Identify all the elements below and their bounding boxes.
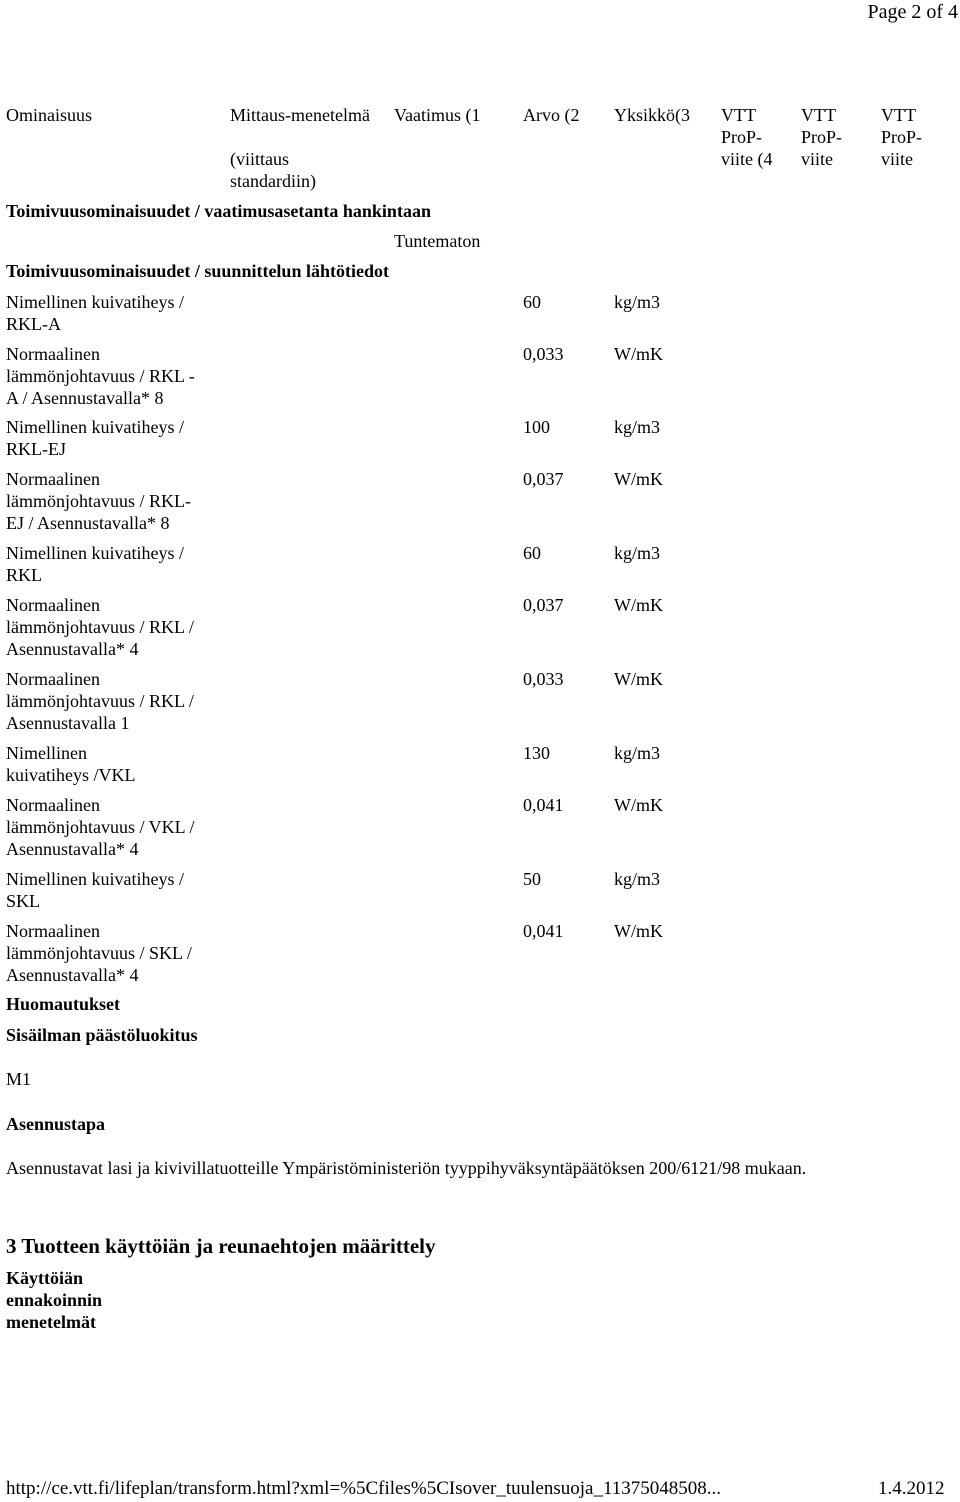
row-value: 0,033 [523,344,564,364]
header-vaatimus: Vaatimus (1 [394,105,481,125]
row-unit: W/mK [614,921,663,941]
vaatimus-tuntematon: Tuntematon [394,231,481,251]
row-value: 60 [523,543,541,563]
row-label: Nimellinen kuivatiheys / RKL [6,543,184,585]
section-3-subtitle: Käyttöiän ennakoinnin menetelmät [6,1268,103,1332]
row-unit: kg/m3 [614,543,661,563]
row-value: 50 [523,869,541,889]
sisailma-heading: Sisäilman päästöluokitus [6,1025,198,1045]
row-value: 0,041 [523,921,564,941]
header-mittaus-menetelma: Mittaus-menetelmä (viittaus standardiin) [230,105,370,191]
row-value: 0,033 [523,669,564,689]
page-counter: Page 2 of 4 [867,1,958,23]
row-label: Normaalinen lämmönjohtavuus / SKL / Asennustavalla* 4 [6,921,192,985]
header-vtt-prop-viite-2: VTT ProP- viite [801,105,843,169]
sisailma-value: M1 [6,1069,32,1089]
header-vtt-prop-viite-1: VTT ProP- viite (4 [721,105,773,169]
header-ominaisuus: Ominaisuus [6,105,93,125]
row-unit: W/mK [614,595,663,615]
section-3-title: 3 Tuotteen käyttöiän ja reunaehtojen määrittely [6,1234,436,1258]
section-hankintaan: Toimivuusominaisuudet / vaatimusasetanta hankintaan [6,201,431,221]
footer-url: http://ce.vtt.fi/lifeplan/transform.html?xml=%5Cfiles%5CIsover_tuulensuoja_11375048508... [6,1478,722,1499]
row-label: Normaalinen lämmönjohtavuus / RKL- EJ / Asennustavalla* 8 [6,469,191,533]
row-unit: kg/m3 [614,743,661,763]
row-unit: kg/m3 [614,869,661,889]
header-arvo: Arvo (2 [523,105,580,125]
row-unit: W/mK [614,669,663,689]
row-value: 0,037 [523,595,564,615]
footer-date: 1.4.2012 [878,1478,945,1499]
row-unit: kg/m3 [614,417,661,437]
row-label: Normaalinen lämmönjohtavuus / VKL / Asennustavalla* 4 [6,795,195,859]
row-label: Nimellinen kuivatiheys / RKL-EJ [6,417,184,459]
row-value: 100 [523,417,550,437]
row-value: 60 [523,292,541,312]
row-label: Normaalinen lämmönjohtavuus / RKL / Asennustavalla* 4 [6,595,194,659]
section-lahtotiedot: Toimivuusominaisuudet / suunnittelun lähtötiedot [6,261,389,281]
row-value: 0,041 [523,795,564,815]
row-unit: W/mK [614,344,663,364]
asennustapa-text: Asennustavat lasi ja kivivillatuotteille Ympäristöministeriön tyyppihyväksyntäpäätöksen 200/6121/98 mukaan. [6,1158,807,1178]
row-label: Nimellinen kuivatiheys / SKL [6,869,184,911]
asennustapa-heading: Asennustapa [6,1114,106,1134]
row-label: Nimellinen kuivatiheys / RKL-A [6,292,184,334]
huomautukset-heading: Huomautukset [6,994,121,1014]
row-unit: W/mK [614,469,663,489]
row-label: Normaalinen lämmönjohtavuus / RKL - A / Asennustavalla* 8 [6,344,195,408]
row-unit: W/mK [614,795,663,815]
header-yksikko: Yksikkö(3 [614,105,690,125]
row-value: 0,037 [523,469,564,489]
header-vtt-prop-viite-3: VTT ProP- viite [881,105,923,169]
row-label: Nimellinen kuivatiheys /VKL [6,743,136,785]
row-value: 130 [523,743,550,763]
row-label: Normaalinen lämmönjohtavuus / RKL / Asennustavalla 1 [6,669,194,733]
row-unit: kg/m3 [614,292,661,312]
